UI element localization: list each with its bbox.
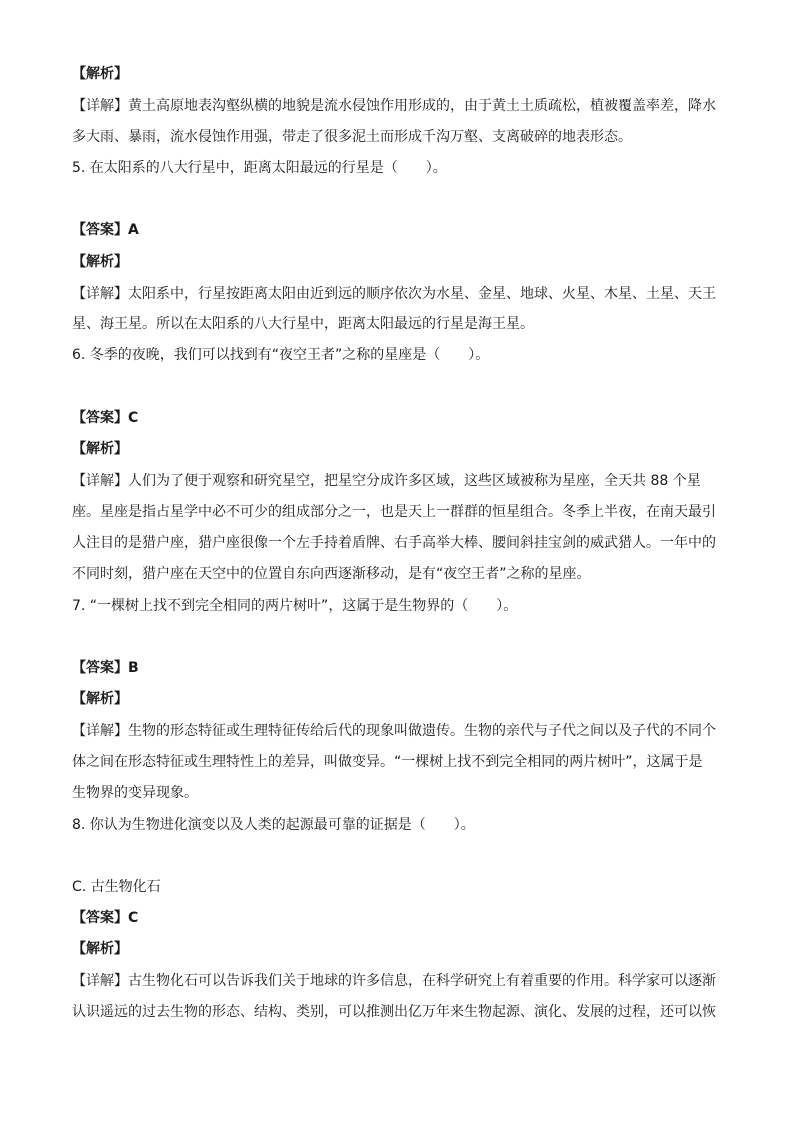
question-5: 5. 在太阳系的八大行星中，距离太阳最远的行星是（ ）。 <box>72 160 447 176</box>
explanation-line: 体之间在形态特征或生理特性上的差异，叫做变异。“一棵树上找不到完全相同的两片树叶”，这属于是 <box>72 754 703 770</box>
analysis-label: 【解析】 <box>72 254 128 270</box>
analysis-label: 【解析】 <box>72 441 128 457</box>
explanation-line: 不同时刻，猎户座在天空中的位置自东向西逐渐移动，是有“夜空王者”之称的星座。 <box>72 566 591 582</box>
explanation-line: 【详解】太阳系中，行星按距离太阳由近到远的顺序依次为水星、金星、地球、火星、木星、土星、天王 <box>72 286 716 302</box>
answer-label: 【答案】C <box>72 910 139 926</box>
explanation-line: 认识遥远的过去生物的形态、结构、类别，可以推测出亿万年来生物起源、演化、发展的过程，还可以恢 <box>72 1004 716 1020</box>
explanation-line: 人注目的是猎户座，猎户座很像一个左手持着盾牌、右手高举大棒、腰间斜挂宝剑的威武猎人。一年中的 <box>72 535 716 551</box>
explanation-line: 生物界的变异现象。 <box>72 785 198 801</box>
question-8: 8. 你认为生物进化演变以及人类的起源最可靠的证据是（ ）。 <box>72 817 475 833</box>
explanation-line: 【详解】古生物化石可以告诉我们关于地球的许多信息，在科学研究上有着重要的作用。科学家可以逐渐 <box>72 973 716 989</box>
explanation-line: 座。星座是指占星学中必不可少的组成部分之一，也是天上一群群的恒星组合。冬季上半夜，在南天最引 <box>72 504 716 520</box>
question-7: 7. “一棵树上找不到完全相同的两片树叶”，这属于是生物界的（ ）。 <box>72 598 518 614</box>
explanation-line: 星、海王星。所以在太阳系的八大行星中，距离太阳最远的行星是海王星。 <box>72 316 534 332</box>
question-6: 6. 冬季的夜晚，我们可以找到有“夜空王者”之称的星座是（ ）。 <box>72 347 490 363</box>
analysis-label: 【解析】 <box>72 941 128 957</box>
answer-label: 【答案】A <box>72 222 139 238</box>
option-c: C. 古生物化石 <box>72 879 161 895</box>
explanation-line: 多大雨、暴雨，流水侵蚀作用强，带走了很多泥土而形成千沟万壑、支离破碎的地表形态。 <box>72 129 632 145</box>
explanation-line: 【详解】人们为了便于观察和研究星空，把星空分成许多区域，这些区域被称为星座，全天共 88 个星 <box>72 473 701 489</box>
explanation-line: 【详解】黄土高原地表沟壑纵横的地貌是流水侵蚀作用形成的，由于黄土土质疏松，植被覆盖率差，降水 <box>72 98 716 114</box>
answer-label: 【答案】B <box>72 660 139 676</box>
analysis-label: 【解析】 <box>72 691 128 707</box>
explanation-line: 【详解】生物的形态特征或生理特征传给后代的现象叫做遗传。生物的亲代与子代之间以及子代的不同个 <box>72 723 716 739</box>
analysis-label: 【解析】 <box>72 66 128 82</box>
answer-label: 【答案】C <box>72 410 139 426</box>
